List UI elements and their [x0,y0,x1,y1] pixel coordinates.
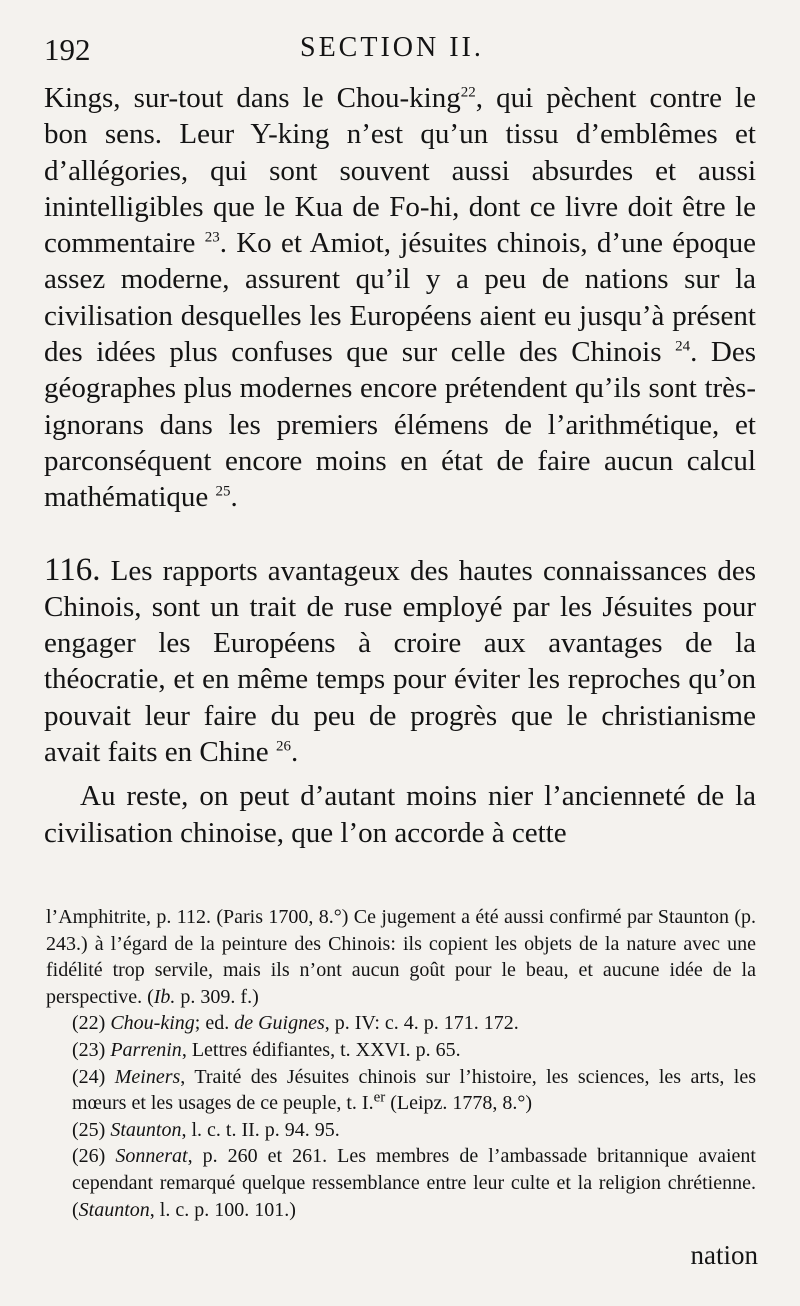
text-run: . [290,736,299,769]
text-run: . [230,481,238,514]
italic-text: de Guignes [234,1012,325,1035]
text-run: Les rapports avantageux des hautes connaissances des Chinois, sont un trait de ruse employé par les Jésuites pour engager les Européens à croire aux avantages de la théocratie, et en même temps pour éviter les reproches qu’on pouvait leur faire du peu de progrès que le christianisme avait faits en Chine [44,554,756,769]
footnote-continuation [46,904,756,1010]
text-run: (25) [72,1118,111,1141]
text-run: (22) [72,1012,111,1035]
page-number: 192 [44,32,91,67]
paragraph-1 [44,80,756,516]
text-run: , p. 260 et 261. Les membres de l’ambassade britannique avaient cependant remarqué quelque ressemblance entre leur culte et la religion chrétienne. ( [72,1145,756,1221]
footnote [46,1117,756,1144]
text-run: (Leipz. 1778, 8.°) [385,1092,533,1115]
text-run: , Traité des Jésuites chinois sur l’histoire, les sciences, les arts, les mœurs et les usages de ce peuple, t. I. [72,1065,757,1115]
text-run: , l. c. t. II. p. 94. 95. [181,1118,340,1141]
italic-text: Staunton [78,1198,150,1221]
italic-text: Staunton [110,1118,182,1141]
footnote [46,1037,756,1064]
text-run: ; ed. [194,1012,235,1035]
text-run: (23) [72,1038,111,1061]
text-run: (24) [72,1065,115,1088]
catchword: nation [690,1240,758,1270]
footnote-ref: 22 [460,84,476,101]
text-run: . Des géographes plus modernes encore prétendent qu’ils sont très-ignorans dans les premiers élémens de l’arithmétique, et parconséquent encore moins en état de faire aucun calcul mathématique [44,336,756,514]
text-run: l’Amphitrite, p. 112. (Paris 1700, 8.°) Ce jugement a été aussi confirmé par Staunton (p. 243.) à l’égard de la peinture des Chinois: ils copient les objets de la nature avec une fidélité trop servile, mais ils n’ont aucun goût pour le beau, et aucune idée de la perspective. ( [46,906,756,1008]
footnote-ref: 23 [204,229,220,246]
italic-text: Meiners [114,1065,181,1088]
footnote-ref: 26 [275,738,291,755]
text-run: . Ko et Amiot, jésuites chinois, d’une époque assez moderne, assurent qu’il y a peu de nations sur la civilisation desquelles les Européens aient eu jusqu’à présent des idées plus confuses que sur celle des Chinois [44,227,756,369]
footnote [46,1143,756,1223]
footnotes [46,904,756,1223]
footnote [46,1064,756,1117]
text-run: , p. IV: c. 4. p. 171. 172. [324,1012,519,1035]
text-run: Kings, sur-tout dans le Chou-king [44,82,461,114]
footnote-ref: 24 [675,338,691,355]
paragraph-116 [44,552,756,771]
footnote-ref: 25 [215,483,231,500]
italic-text: Chou-king [110,1012,195,1035]
body-text [44,80,756,851]
text-run: Au reste, on peut d’autant moins nier l’ancienneté de la civilisation chinoise, que l’on accorde à cette [44,780,756,849]
text-run: , Lettres édifiantes, t. XXVI. p. 65. [181,1038,461,1061]
italic-text: Sonnerat [115,1145,188,1168]
paragraph-number: 116. [44,551,101,588]
italic-text: Ib. [153,985,176,1008]
text-run: , l. c. p. 100. 101.) [149,1198,296,1221]
running-head: SECTION II. [300,32,484,63]
footnote [46,1010,756,1037]
text-run: , qui pèchent contre le bon sens. Leur Y-king n’est qu’un tissu d’emblêmes et d’allégories, qui sont souvent aussi absurdes et aussi inintelligibles que le Kua de Fo-hi, dont ce livre doit être le commentaire [44,82,756,260]
footnote-ref: er [373,1089,386,1106]
text-run: p. 309. f.) [175,985,259,1008]
italic-text: Parrenin [110,1038,182,1061]
text-run: (26) [72,1145,116,1168]
paragraph-3 [44,778,756,851]
